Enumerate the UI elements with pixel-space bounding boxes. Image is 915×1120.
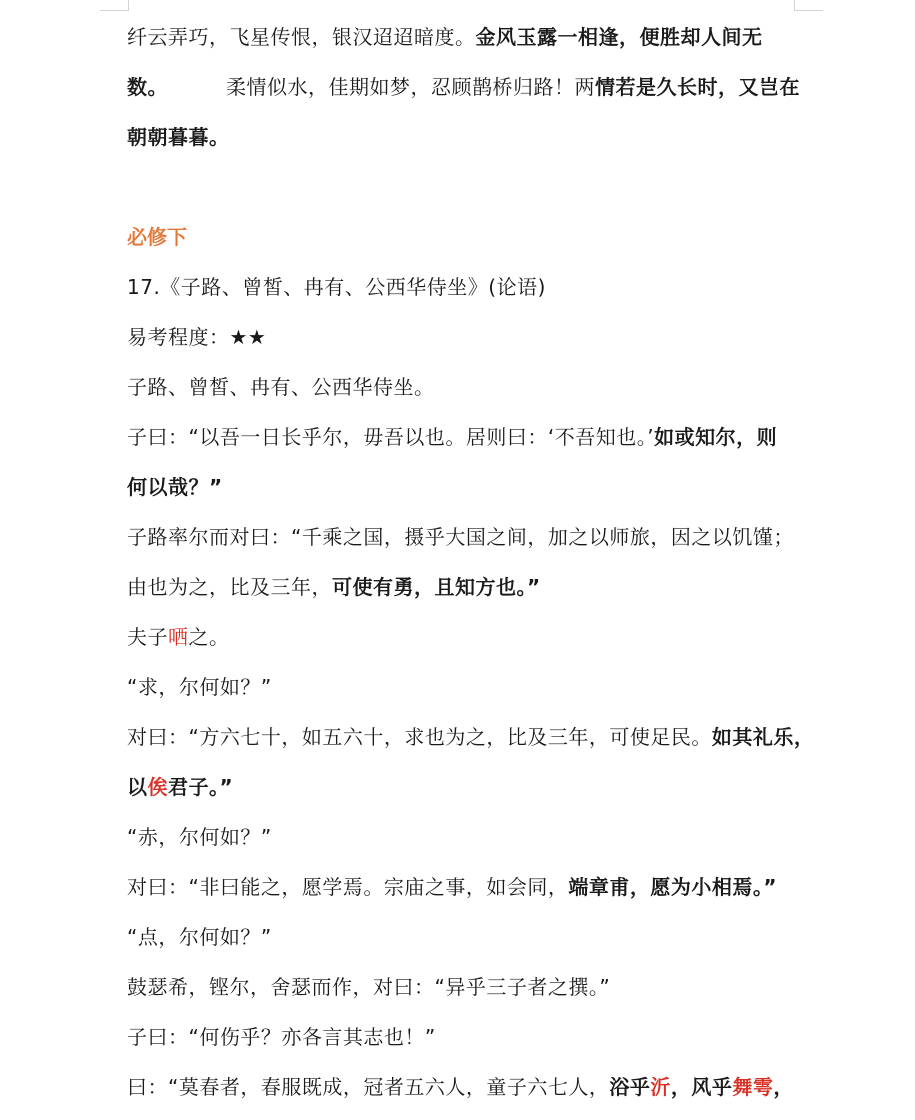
- text-span: 曰：“莫春者，春服既成，冠者五六人，童子六七人，: [127, 1075, 610, 1099]
- bold-text: 何以哉？”: [127, 475, 223, 499]
- bold-text: 可使有勇，且知方也。”: [332, 575, 541, 599]
- poem-line-1: [127, 12, 807, 62]
- text-line: [127, 862, 807, 912]
- text-line: [127, 412, 807, 462]
- bold-text: 君子。”: [168, 775, 234, 799]
- difficulty-row: [127, 312, 807, 362]
- text-span: 由也为之，比及三年，: [127, 575, 332, 599]
- text-line: [127, 612, 807, 662]
- difficulty-stars: ★★: [229, 325, 267, 349]
- poem-line-3: [127, 112, 807, 162]
- bold-text: ，风乎: [670, 1075, 733, 1099]
- text-line: 子路率尔而对曰：“千乘之国，摄乎大国之间，加之以师旅，因之以饥馑；: [127, 525, 794, 549]
- bold-text: 浴乎: [609, 1075, 651, 1099]
- highlight-char: 沂: [650, 1075, 671, 1099]
- text-line: 子路、曾皙、冉有、公西华侍坐。: [127, 375, 435, 399]
- bold-text: 如或知尔，则: [654, 425, 778, 449]
- highlight-char: 俟: [147, 775, 168, 799]
- highlight-char: 哂: [168, 625, 189, 649]
- poem-text: 柔情似水，佳期如梦，忍顾鹊桥归路！两: [226, 75, 595, 99]
- text-span: 子曰：“以吾一日长乎尔，毋吾以也。居则曰：‘不吾知也。’: [127, 425, 655, 449]
- text-line: “赤，尔何如？”: [127, 825, 272, 849]
- text-span: 对曰：“方六七十，如五六十，求也为之，比及三年，可使足民。: [127, 725, 712, 749]
- bold-text: 以: [127, 775, 148, 799]
- poem-bold-text: 数。: [127, 75, 168, 99]
- blank-line: [127, 162, 807, 212]
- text-line: 子曰：“何伤乎？亦各言其志也！”: [127, 1025, 436, 1049]
- text-line: [127, 1062, 807, 1112]
- text-line: “求，尔何如？”: [127, 675, 272, 699]
- bold-text: 端章甫，愿为小相焉。”: [568, 875, 778, 899]
- poem-line-2: [127, 62, 807, 112]
- bold-text: 如其礼乐，: [711, 725, 815, 749]
- text-line: [127, 762, 807, 812]
- text-line: [127, 462, 807, 512]
- poem-bold-text: 金风玉露一相逢，便胜却人间无: [475, 25, 763, 49]
- text-span: 之。: [188, 625, 230, 649]
- page-corner-mark-right: [794, 0, 823, 11]
- poem-bold-text: 朝朝暮暮。: [127, 125, 230, 149]
- text-span: 夫子: [127, 625, 168, 649]
- text-line: “点，尔何如？”: [127, 925, 272, 949]
- text-span: 对曰：“非曰能之，愿学焉。宗庙之事，如会同，: [127, 875, 569, 899]
- text-line: [127, 712, 815, 762]
- lesson-title: 17.《子路、曾皙、冉有、公西华侍坐》(论语): [127, 275, 546, 299]
- text-line: 鼓瑟希，铿尔，舍瑟而作，对曰：“异乎三子者之撰。”: [127, 975, 611, 999]
- text-line: [127, 562, 807, 612]
- difficulty-label: 易考程度：: [127, 325, 230, 349]
- bold-text: ，: [773, 1075, 794, 1099]
- page-corner-mark-left: [100, 0, 129, 11]
- poem-bold-text: 情若是久长时，又岂在: [595, 75, 800, 99]
- document-body: [127, 12, 815, 1112]
- poem-text: 纤云弄巧，飞星传恨，银汉迢迢暗度。: [127, 25, 476, 49]
- section-heading: 必修下: [127, 225, 187, 249]
- highlight-char: 舞雩: [732, 1075, 774, 1099]
